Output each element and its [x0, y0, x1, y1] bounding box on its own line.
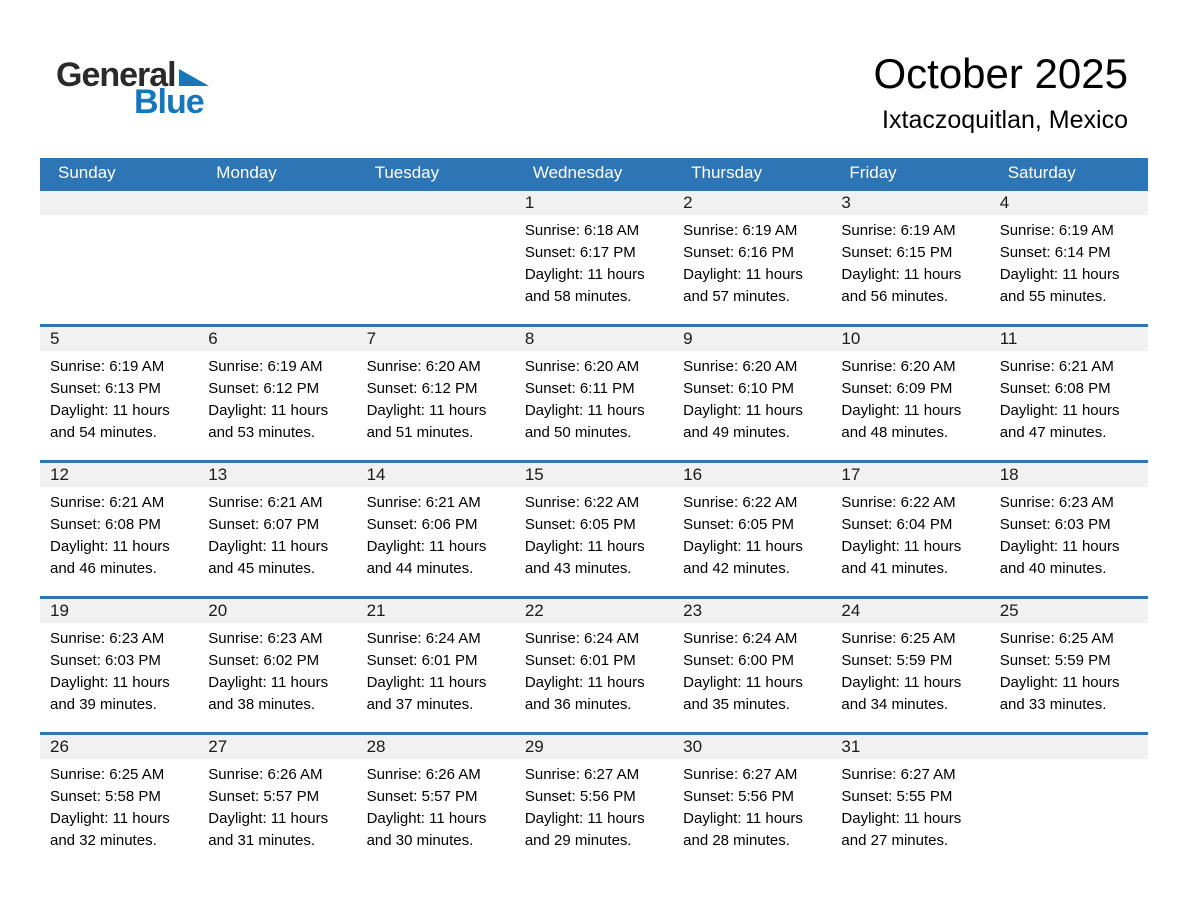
day-details [673, 351, 831, 456]
day-detail-line: Sunset: 5:56 PM [683, 788, 795, 805]
day-detail-line: Sunrise: 6:26 AM [366, 766, 481, 783]
day-number: 14 [357, 463, 515, 487]
day-details [515, 215, 673, 320]
day-detail-line: Sunset: 5:55 PM [841, 788, 953, 805]
day-detail-line: and 50 minutes. [524, 424, 632, 441]
day-number [40, 191, 198, 215]
day-details [673, 487, 831, 592]
day-detail-line: Sunrise: 6:21 AM [208, 494, 323, 511]
page-title: October 2025 [873, 50, 1128, 97]
day-number: 12 [40, 463, 198, 487]
day-cell [673, 735, 831, 868]
day-number: 6 [198, 327, 356, 351]
day-detail-line: Sunset: 6:01 PM [366, 652, 478, 669]
day-detail-line: Sunrise: 6:27 AM [841, 766, 956, 783]
day-detail-line: Sunrise: 6:21 AM [50, 494, 165, 511]
day-detail-line: and 49 minutes. [683, 424, 790, 441]
day-details [831, 351, 989, 456]
week-row [40, 460, 1148, 596]
day-cell [40, 599, 198, 732]
day-detail-line: Sunrise: 6:19 AM [50, 358, 165, 375]
day-details [515, 351, 673, 456]
day-detail-line: Sunset: 6:03 PM [999, 516, 1111, 533]
day-details [831, 215, 989, 320]
day-detail-line: Sunset: 6:00 PM [683, 652, 795, 669]
day-detail-line: Sunrise: 6:27 AM [524, 766, 640, 783]
day-detail-line: Daylight: 11 hours [999, 402, 1120, 419]
day-detail-line: Daylight: 11 hours [524, 674, 645, 691]
day-detail-line: Daylight: 11 hours [841, 674, 962, 691]
day-detail-line: and 58 minutes. [524, 288, 632, 305]
day-detail-line: and 43 minutes. [524, 560, 632, 577]
day-cell [831, 327, 989, 460]
title-block [873, 50, 1128, 135]
day-detail-line: Sunrise: 6:22 AM [524, 494, 640, 511]
day-detail-line: Sunset: 6:08 PM [999, 380, 1111, 397]
day-detail-line: and 34 minutes. [841, 696, 949, 713]
day-detail-line: Sunrise: 6:20 AM [841, 358, 956, 375]
day-details [515, 623, 673, 728]
day-cell [990, 191, 1148, 324]
day-detail-line: Daylight: 11 hours [683, 538, 803, 555]
day-detail-line: Daylight: 11 hours [999, 538, 1120, 555]
day-detail-line: Daylight: 11 hours [841, 538, 962, 555]
day-detail-line: Sunset: 5:56 PM [524, 788, 636, 805]
day-number: 30 [673, 735, 831, 759]
day-details [198, 215, 356, 232]
day-number: 1 [515, 191, 673, 215]
day-detail-line: Sunrise: 6:18 AM [524, 222, 640, 239]
day-cell [673, 327, 831, 460]
empty-day-cell [198, 191, 356, 324]
day-detail-line: Sunrise: 6:19 AM [208, 358, 323, 375]
day-detail-line: Daylight: 11 hours [50, 402, 170, 419]
day-cell [198, 735, 356, 868]
day-detail-line: Daylight: 11 hours [208, 810, 329, 827]
day-detail-line: Sunset: 6:10 PM [683, 380, 795, 397]
day-cell [357, 327, 515, 460]
weekday-header-row [40, 158, 1148, 188]
day-cell [515, 191, 673, 324]
weekday-header: Friday [849, 163, 897, 182]
day-details [357, 623, 515, 728]
day-detail-line: and 29 minutes. [524, 832, 632, 849]
day-detail-line: Sunset: 6:16 PM [683, 244, 795, 261]
page-subtitle: Ixtaczoquitlan, Mexico [882, 106, 1128, 135]
day-detail-line: Sunrise: 6:25 AM [50, 766, 165, 783]
day-detail-line: and 30 minutes. [366, 832, 474, 849]
day-detail-line: Daylight: 11 hours [524, 402, 645, 419]
day-number: 23 [673, 599, 831, 623]
day-number: 25 [990, 599, 1148, 623]
day-detail-line: Sunset: 6:03 PM [50, 652, 161, 669]
day-number: 29 [515, 735, 673, 759]
day-details [990, 623, 1148, 728]
day-details [990, 759, 1148, 776]
day-cell [515, 599, 673, 732]
day-detail-line: and 40 minutes. [999, 560, 1107, 577]
day-detail-line: Sunrise: 6:26 AM [208, 766, 323, 783]
weekday-header: Monday [216, 163, 277, 182]
day-detail-line: Daylight: 11 hours [999, 674, 1120, 691]
day-detail-line: Sunset: 6:12 PM [208, 380, 320, 397]
day-detail-line: Sunrise: 6:23 AM [999, 494, 1114, 511]
day-detail-line: and 36 minutes. [524, 696, 632, 713]
day-detail-line: Sunset: 5:58 PM [50, 788, 161, 805]
day-number: 4 [990, 191, 1148, 215]
day-cell [515, 327, 673, 460]
day-details [357, 351, 515, 456]
calendar-weeks [40, 188, 1148, 868]
day-detail-line: Sunset: 6:09 PM [841, 380, 953, 397]
day-detail-line: and 45 minutes. [208, 560, 316, 577]
day-cell [990, 463, 1148, 596]
day-detail-line: and 51 minutes. [366, 424, 474, 441]
day-details [40, 487, 198, 592]
day-detail-line: Sunset: 5:59 PM [841, 652, 953, 669]
day-number: 19 [40, 599, 198, 623]
day-detail-line: and 38 minutes. [208, 696, 316, 713]
day-detail-line: and 54 minutes. [50, 424, 157, 441]
day-cell [831, 463, 989, 596]
day-detail-line: Sunrise: 6:20 AM [524, 358, 640, 375]
day-detail-line: Sunset: 6:14 PM [999, 244, 1111, 261]
day-detail-line: and 42 minutes. [683, 560, 790, 577]
weekday-header: Wednesday [532, 163, 623, 182]
day-detail-line: Daylight: 11 hours [366, 674, 487, 691]
day-detail-line: Sunrise: 6:19 AM [841, 222, 956, 239]
week-row [40, 324, 1148, 460]
day-details [831, 759, 989, 864]
day-detail-line: Daylight: 11 hours [841, 266, 962, 283]
day-detail-line: Sunrise: 6:27 AM [683, 766, 798, 783]
day-detail-line: Sunset: 6:02 PM [208, 652, 320, 669]
day-cell [515, 463, 673, 596]
day-detail-line: Sunset: 6:12 PM [366, 380, 478, 397]
day-detail-line: Sunset: 6:15 PM [841, 244, 953, 261]
day-number: 10 [831, 327, 989, 351]
day-cell [357, 735, 515, 868]
day-detail-line: and 28 minutes. [683, 832, 790, 849]
day-detail-line: and 47 minutes. [999, 424, 1107, 441]
day-detail-line: Sunrise: 6:24 AM [524, 630, 640, 647]
week-row [40, 596, 1148, 732]
day-detail-line: Sunset: 6:11 PM [524, 380, 635, 397]
empty-day-cell [40, 191, 198, 324]
calendar-table [40, 158, 1148, 868]
day-number: 3 [831, 191, 989, 215]
day-number [198, 191, 356, 215]
day-number: 2 [673, 191, 831, 215]
day-detail-line: Daylight: 11 hours [50, 538, 170, 555]
logo-text-general: General [56, 56, 176, 94]
day-detail-line: Daylight: 11 hours [683, 810, 803, 827]
day-details [357, 215, 515, 232]
day-detail-line: Sunrise: 6:23 AM [50, 630, 165, 647]
day-detail-line: and 32 minutes. [50, 832, 157, 849]
day-detail-line: and 41 minutes. [841, 560, 949, 577]
day-detail-line: Daylight: 11 hours [208, 402, 329, 419]
day-detail-line: Daylight: 11 hours [366, 538, 487, 555]
day-cell [198, 327, 356, 460]
day-detail-line: Sunset: 6:07 PM [208, 516, 320, 533]
day-detail-line: Sunset: 5:57 PM [366, 788, 478, 805]
day-detail-line: Daylight: 11 hours [366, 402, 487, 419]
day-number: 21 [357, 599, 515, 623]
day-number: 11 [990, 327, 1148, 351]
day-detail-line: Sunset: 6:04 PM [841, 516, 953, 533]
day-detail-line: Sunrise: 6:25 AM [841, 630, 956, 647]
day-detail-line: Sunset: 6:06 PM [366, 516, 478, 533]
day-cell [673, 599, 831, 732]
day-detail-line: Sunrise: 6:20 AM [366, 358, 481, 375]
day-number: 24 [831, 599, 989, 623]
day-cell [831, 735, 989, 868]
day-number: 27 [198, 735, 356, 759]
day-detail-line: Sunset: 6:08 PM [50, 516, 161, 533]
day-detail-line: Sunset: 5:59 PM [999, 652, 1111, 669]
day-details [357, 759, 515, 864]
weekday-header: Tuesday [374, 163, 440, 182]
day-number: 26 [40, 735, 198, 759]
day-details [198, 623, 356, 728]
day-detail-line: Daylight: 11 hours [366, 810, 487, 827]
day-detail-line: and 46 minutes. [50, 560, 157, 577]
day-detail-line: Daylight: 11 hours [50, 810, 170, 827]
day-detail-line: Daylight: 11 hours [208, 538, 329, 555]
day-details [831, 623, 989, 728]
day-detail-line: Daylight: 11 hours [50, 674, 170, 691]
day-detail-line: Sunset: 6:01 PM [524, 652, 636, 669]
day-detail-line: Sunset: 6:05 PM [524, 516, 636, 533]
day-details [515, 759, 673, 864]
day-cell [357, 463, 515, 596]
day-cell [673, 191, 831, 324]
day-detail-line: Daylight: 11 hours [683, 402, 803, 419]
weekday-header: Saturday [1007, 163, 1076, 182]
day-cell [198, 599, 356, 732]
day-detail-line: and 53 minutes. [208, 424, 316, 441]
day-detail-line: Daylight: 11 hours [999, 266, 1120, 283]
day-cell [673, 463, 831, 596]
day-cell [40, 735, 198, 868]
week-row [40, 732, 1148, 868]
day-detail-line: and 55 minutes. [999, 288, 1107, 305]
day-details [673, 759, 831, 864]
day-details [40, 351, 198, 456]
day-cell [990, 327, 1148, 460]
weekday-header: Thursday [691, 163, 763, 182]
day-detail-line: Sunrise: 6:24 AM [366, 630, 481, 647]
logo-text-blue: Blue [134, 83, 204, 121]
day-number: 13 [198, 463, 356, 487]
day-details [40, 215, 198, 232]
day-detail-line: Sunrise: 6:21 AM [999, 358, 1114, 375]
day-detail-line: Daylight: 11 hours [841, 402, 962, 419]
day-number: 5 [40, 327, 198, 351]
day-detail-line: Sunset: 6:13 PM [50, 380, 161, 397]
day-detail-line: Sunset: 6:17 PM [524, 244, 636, 261]
day-detail-line: Sunset: 5:57 PM [208, 788, 320, 805]
day-detail-line: Sunrise: 6:22 AM [841, 494, 956, 511]
day-number: 9 [673, 327, 831, 351]
day-detail-line: and 39 minutes. [50, 696, 157, 713]
day-detail-line: Daylight: 11 hours [683, 266, 803, 283]
weekday-header: Sunday [58, 163, 116, 182]
day-number: 17 [831, 463, 989, 487]
day-details [831, 487, 989, 592]
day-detail-line: and 35 minutes. [683, 696, 790, 713]
week-row [40, 188, 1148, 324]
day-details [990, 215, 1148, 320]
day-details [357, 487, 515, 592]
day-detail-line: Daylight: 11 hours [841, 810, 962, 827]
day-cell [40, 327, 198, 460]
day-number: 16 [673, 463, 831, 487]
day-detail-line: and 31 minutes. [208, 832, 316, 849]
day-number: 15 [515, 463, 673, 487]
day-detail-line: and 33 minutes. [999, 696, 1107, 713]
day-detail-line: Daylight: 11 hours [208, 674, 329, 691]
day-number: 8 [515, 327, 673, 351]
day-details [198, 759, 356, 864]
day-cell [831, 191, 989, 324]
day-detail-line: Daylight: 11 hours [524, 266, 645, 283]
day-number: 31 [831, 735, 989, 759]
day-details [40, 759, 198, 864]
day-detail-line: Sunrise: 6:21 AM [366, 494, 481, 511]
day-detail-line: Daylight: 11 hours [524, 810, 645, 827]
day-number: 20 [198, 599, 356, 623]
day-details [673, 215, 831, 320]
day-details [990, 487, 1148, 592]
day-detail-line: and 57 minutes. [683, 288, 790, 305]
day-details [198, 351, 356, 456]
day-details [40, 623, 198, 728]
day-number [357, 191, 515, 215]
day-detail-line: Daylight: 11 hours [683, 674, 803, 691]
day-details [990, 351, 1148, 456]
day-detail-line: Sunrise: 6:19 AM [683, 222, 798, 239]
day-cell [515, 735, 673, 868]
day-detail-line: Sunset: 6:05 PM [683, 516, 795, 533]
day-detail-line: Sunrise: 6:24 AM [683, 630, 798, 647]
day-detail-line: and 44 minutes. [366, 560, 474, 577]
day-detail-line: Sunrise: 6:19 AM [999, 222, 1114, 239]
empty-day-cell [357, 191, 515, 324]
day-cell [40, 463, 198, 596]
day-detail-line: Sunrise: 6:22 AM [683, 494, 798, 511]
day-number: 28 [357, 735, 515, 759]
day-detail-line: Sunrise: 6:25 AM [999, 630, 1114, 647]
day-detail-line: and 56 minutes. [841, 288, 949, 305]
day-number: 7 [357, 327, 515, 351]
day-detail-line: Sunrise: 6:20 AM [683, 358, 798, 375]
day-cell [198, 463, 356, 596]
day-detail-line: Daylight: 11 hours [524, 538, 645, 555]
day-details [198, 487, 356, 592]
day-details [673, 623, 831, 728]
day-number [990, 735, 1148, 759]
day-cell [357, 599, 515, 732]
day-detail-line: and 37 minutes. [366, 696, 474, 713]
day-detail-line: Sunrise: 6:23 AM [208, 630, 323, 647]
empty-day-cell [990, 735, 1148, 868]
day-detail-line: and 48 minutes. [841, 424, 949, 441]
day-number: 18 [990, 463, 1148, 487]
day-cell [990, 599, 1148, 732]
day-number: 22 [515, 599, 673, 623]
day-detail-line: and 27 minutes. [841, 832, 949, 849]
general-blue-logo [56, 56, 209, 122]
day-cell [831, 599, 989, 732]
day-details [515, 487, 673, 592]
